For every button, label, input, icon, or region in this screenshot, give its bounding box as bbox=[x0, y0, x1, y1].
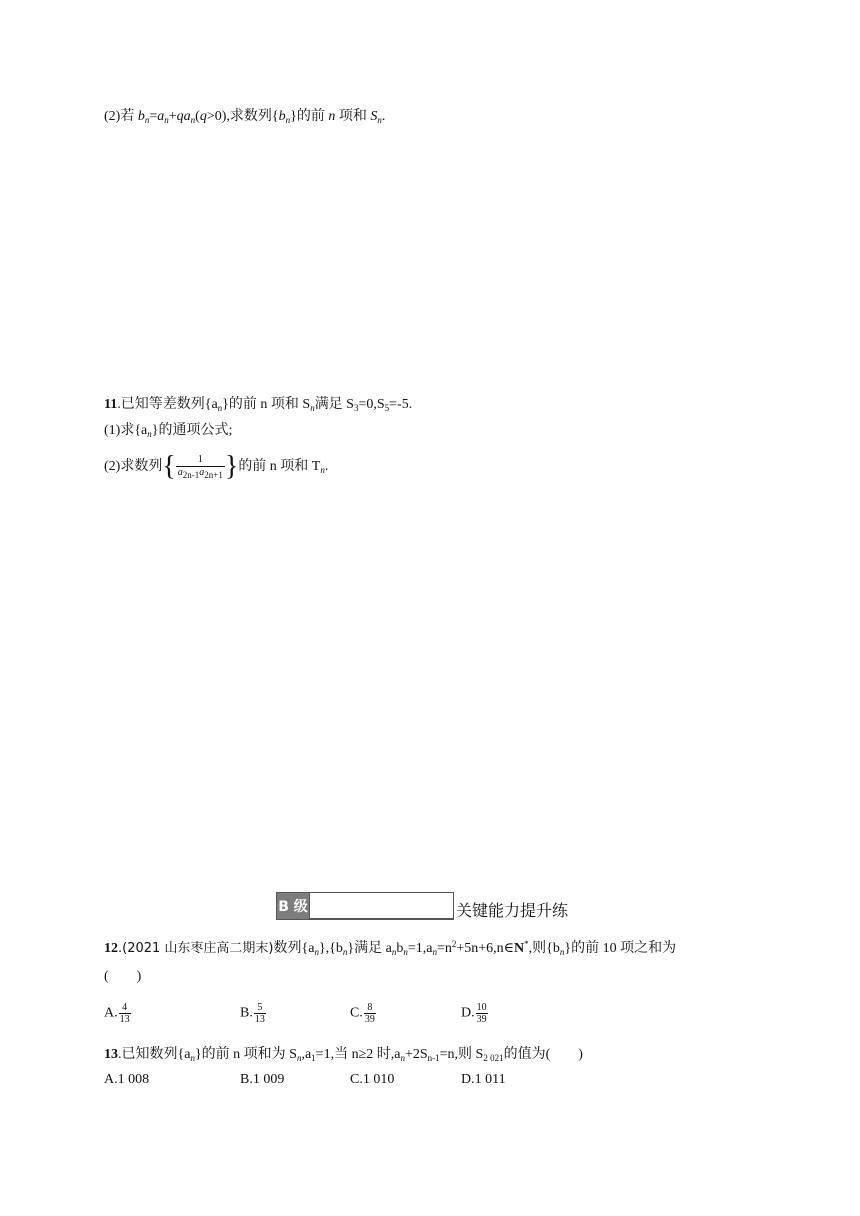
section-title: 关键能力提升练 bbox=[456, 901, 569, 920]
q10-part2: (2)若 $b_n=a_n+qa_n(q>0)$,求数列$\{b_n\}$的前 n 项和 $S_n$. bbox=[104, 109, 386, 125]
q13-stem: 13.已知数列$\{a_n\}$的前 n 项和为 $S_n,a_1=1$,当 n≥2 时$,a_n+2S_{n-1}=n$,则 $S_{2 021}$的值为( ) bbox=[104, 1047, 583, 1063]
q11-stem: 11.已知等差数列$\{a_n\}$的前 n 项和 $S_n$满足 $S_3=0,S_5=-5$. bbox=[104, 397, 413, 413]
q12-option-c: C. $\frac{8}{39}$ bbox=[350, 1002, 375, 1025]
q13-option-d: D.1 011 bbox=[461, 1072, 506, 1087]
q13-option-a: A.1 008 bbox=[104, 1072, 150, 1087]
q11-part1: (1)求$\{a_n\}$的通项公式; bbox=[104, 423, 233, 439]
q12-option-b: B. $\frac{5}{13}$ bbox=[240, 1002, 265, 1025]
q11-fraction: $\frac{1}{a_{2n-1}a_{2n+1}}$ bbox=[177, 454, 223, 481]
q12-paren: ( ) bbox=[104, 969, 142, 984]
section-badge-box bbox=[310, 892, 454, 920]
q11-part2: (2)求数列{ $\frac{1}{a_{2n-1}a_{2n+1}}$ }的前 n 项和 $T_n$. bbox=[104, 450, 329, 482]
q12-option-a: A. $\frac{4}{13}$ bbox=[104, 1002, 130, 1025]
section-badge: B 级 bbox=[276, 892, 310, 920]
q12-stem: 12.(2021 山东枣庄高二期末)数列$\{a_n\},\{b_n\}$满足 $a_nb_n=1,a_n=n^2+5n+6,n\in N^*$,则$\{b_n\}$的前 10 项之和为 bbox=[104, 939, 677, 957]
section-header bbox=[276, 892, 568, 920]
q13-option-c: C.1 010 bbox=[350, 1072, 395, 1087]
q13-option-b: B.1 009 bbox=[240, 1072, 285, 1087]
q12-option-d: D. $\frac{10}{39}$ bbox=[461, 1002, 487, 1025]
